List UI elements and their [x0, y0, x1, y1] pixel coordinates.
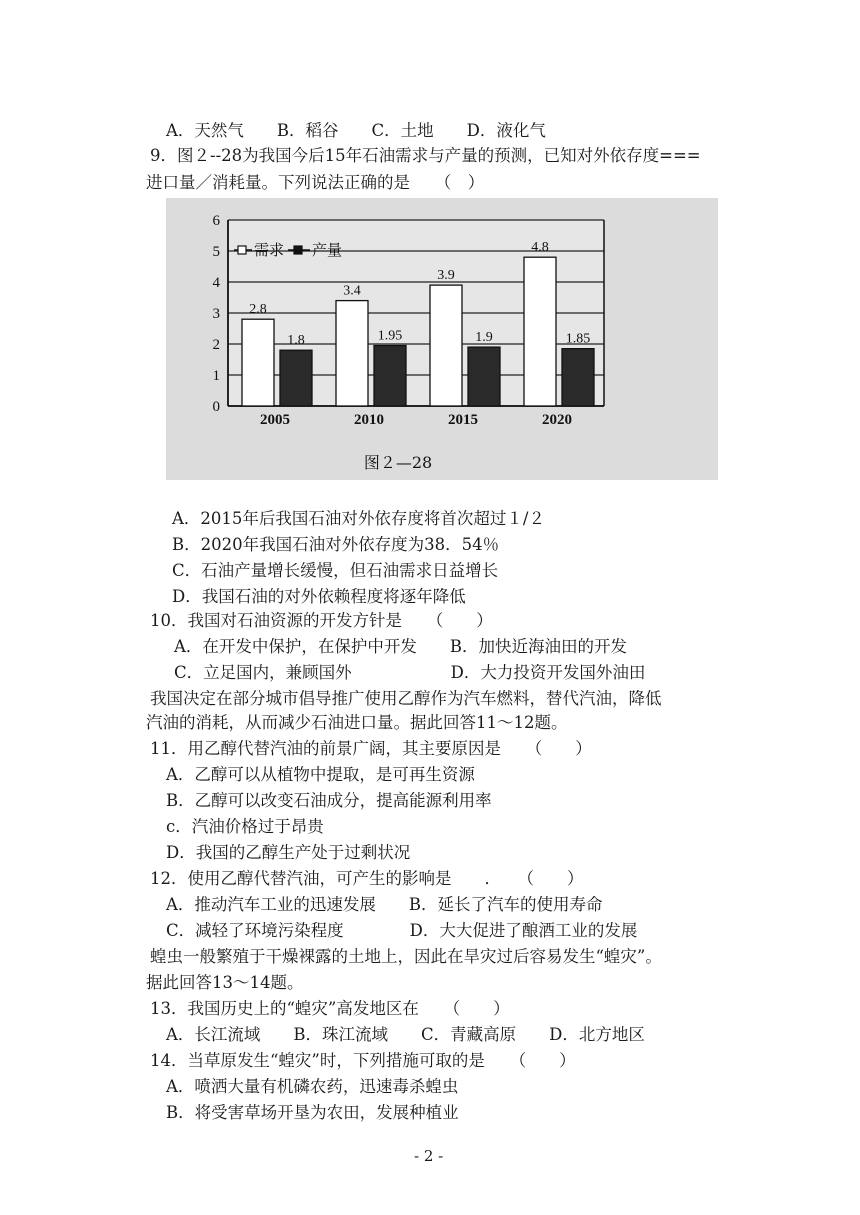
text-line: 11．用乙醇代替汽油的前景广阔，其主要原因是 （ ）	[150, 739, 592, 758]
page-number: - 2 -	[414, 1147, 444, 1165]
x-tick-label: 2010	[354, 412, 384, 428]
bar-production	[280, 350, 312, 406]
y-tick-label: 1	[212, 368, 220, 384]
text-line: 据此回答13～14题。	[146, 973, 304, 992]
data-label: 1.9	[475, 330, 493, 346]
data-label: 3.9	[437, 268, 455, 284]
bar-production	[468, 347, 500, 406]
y-tick-label: 4	[212, 275, 220, 291]
x-tick-label: 2020	[542, 412, 572, 428]
text-line: A．2015年后我国石油对外依存度将首次超过１/２	[172, 509, 545, 528]
text-line: 9．图２--28为我国今后15年石油需求与产量的预测，已知对外依存度===	[150, 146, 701, 165]
y-tick-label: 6	[212, 213, 220, 229]
text-line: 10．我国对石油资源的开发方针是 （ ）	[150, 611, 493, 630]
data-label: 3.4	[343, 283, 361, 299]
text-line: 蝗虫一般繁殖于干燥裸露的土地上，因此在旱灾过后容易发生“蝗灾”。	[150, 947, 662, 966]
legend-label-production: 产量	[312, 241, 343, 259]
text-line: A．天然气 B．稻谷 C．土地 D．液化气	[166, 121, 546, 140]
text-line: c．汽油价格过于昂贵	[166, 817, 324, 836]
text-line: D．我国石油的对外依赖程度将逐年降低	[172, 587, 466, 606]
text-line: 12．使用乙醇代替汽油，可产生的影响是 ． （ ）	[150, 869, 584, 888]
y-tick-label: 0	[212, 399, 220, 415]
bar-demand	[524, 257, 556, 406]
data-label: 4.8	[531, 240, 549, 256]
y-tick-label: 2	[212, 337, 220, 353]
text-line: C．石油产量增长缓慢，但石油需求日益增长	[172, 561, 499, 580]
bar-demand	[242, 319, 274, 406]
text-line: A．长江流域 B．珠江流域 C．青藏高原 D．北方地区	[166, 1025, 645, 1044]
x-tick-label: 2015	[448, 412, 478, 428]
text-line: B．将受害草场开垦为农田，发展种植业	[166, 1103, 459, 1122]
figure-caption: 图２—28	[363, 453, 433, 472]
text-line: A．喷洒大量有机磷农药，迅速毒杀蝗虫	[166, 1077, 459, 1096]
legend-swatch-demand	[238, 246, 246, 254]
text-line: 汽油的消耗，从而减少石油进口量。据此回答11～12题。	[146, 713, 568, 732]
y-tick-label: 5	[212, 244, 220, 260]
text-line: A．在开发中保护，在保护中开发 B．加快近海油田的开发	[174, 637, 628, 656]
legend-swatch-production	[294, 246, 302, 254]
text-line: 14．当草原发生“蝗灾”时，下列措施可取的是 （ ）	[150, 1051, 576, 1070]
data-label: 1.8	[287, 333, 305, 349]
text-line: C．立足国内，兼顾国外 D．大力投资开发国外油田	[174, 663, 646, 682]
text-line: B．乙醇可以改变石油成分，提高能源利用率	[166, 791, 492, 810]
data-label: 1.95	[377, 328, 403, 344]
bar-demand	[336, 301, 368, 406]
text-line: A．乙醇可以从植物中提取，是可再生资源	[166, 765, 475, 784]
data-label: 1.85	[565, 331, 591, 347]
text-line: 我国决定在部分城市倡导推广使用乙醇作为汽车燃料，替代汽油，降低	[150, 689, 662, 708]
bar-production	[562, 349, 594, 406]
y-tick-label: 3	[212, 306, 220, 322]
text-line: A．推动汽车工业的迅速发展 B．延长了汽车的使用寿命	[166, 895, 603, 914]
chart-figure	[166, 198, 718, 480]
text-line: 进口量／消耗量。下列说法正确的是 （ ）	[146, 173, 485, 192]
x-tick-label: 2005	[260, 412, 290, 428]
bar-chart	[166, 198, 718, 480]
bar-demand	[430, 285, 462, 406]
text-line: 13．我国历史上的“蝗灾”高发地区在 （ ）	[150, 999, 510, 1018]
text-line: D．我国的乙醇生产处于过剩状况	[166, 843, 411, 862]
text-line: C．减轻了环境污染程度 D．大大促进了酿酒工业的发展	[166, 921, 638, 940]
data-label: 2.8	[249, 302, 267, 318]
bar-production	[374, 346, 406, 406]
legend-label-demand: 需求	[254, 241, 285, 259]
text-line: B．2020年我国石油对外依存度为38．54％	[172, 535, 500, 554]
